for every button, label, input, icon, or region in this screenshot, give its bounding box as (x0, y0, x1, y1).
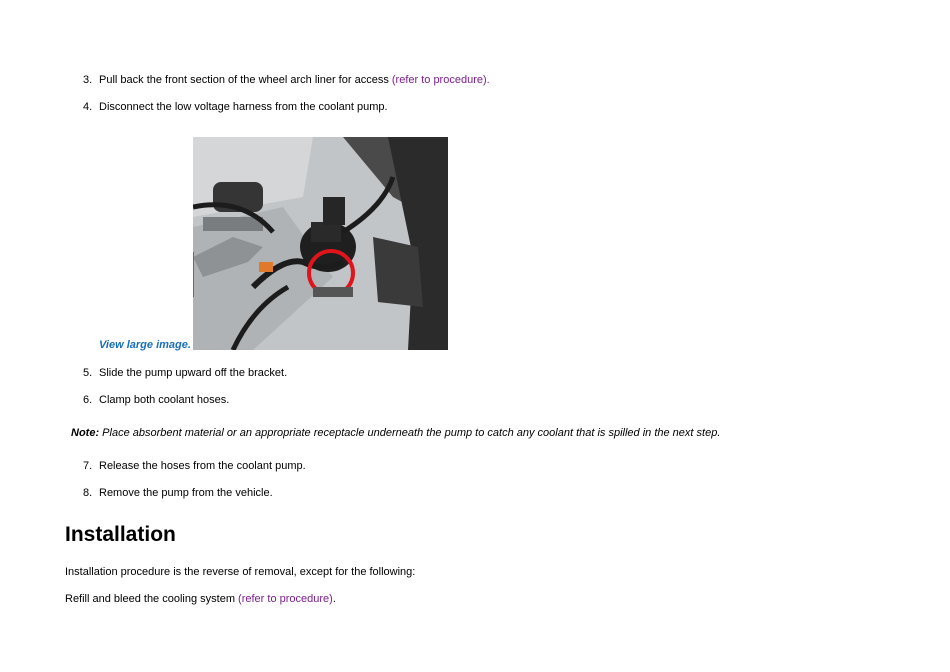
step-number: 8. (83, 487, 93, 499)
step-text: Remove the pump from the vehicle. (99, 487, 273, 499)
note-text: Place absorbent material or an appropriate receptacle underneath the pump to catch any coolant that is spilled in the next step. (99, 427, 721, 439)
step-number: 3. (83, 74, 93, 86)
link-period: . (486, 74, 490, 86)
view-large-image-link[interactable]: View large image. (99, 339, 191, 351)
step-number: 5. (83, 367, 93, 379)
coolant-pump-photo[interactable] (193, 137, 448, 350)
step-text: Clamp both coolant hoses. (99, 394, 230, 406)
step-5 (83, 366, 287, 380)
note (71, 427, 720, 439)
refer-to-procedure-link[interactable]: (refer to procedure) (238, 593, 333, 605)
step-3 (83, 73, 490, 87)
step-number: 6. (83, 394, 93, 406)
step-7 (83, 459, 306, 473)
refill-text: Refill and bleed the cooling system (65, 593, 239, 605)
step-text: Disconnect the low voltage harness from the coolant pump. (99, 101, 388, 113)
coolant-pump-illustration (193, 137, 448, 350)
step-8 (83, 486, 273, 500)
step-6 (83, 393, 229, 407)
step-4 (83, 100, 388, 114)
step-text: Release the hoses from the coolant pump. (99, 460, 306, 472)
step-number: 4. (83, 101, 93, 113)
installation-intro: Installation procedure is the reverse of removal, except for the following: (65, 566, 416, 578)
refer-to-procedure-link[interactable]: (refer to procedure) (391, 74, 487, 86)
installation-heading: Installation (65, 523, 176, 546)
note-label: Note: (71, 427, 100, 439)
refill-instruction (65, 593, 336, 605)
refill-period: . (332, 593, 336, 605)
step-number: 7. (83, 460, 93, 472)
step-text: Pull back the front section of the wheel arch liner for access (99, 74, 392, 86)
step-text: Slide the pump upward off the bracket. (99, 367, 288, 379)
